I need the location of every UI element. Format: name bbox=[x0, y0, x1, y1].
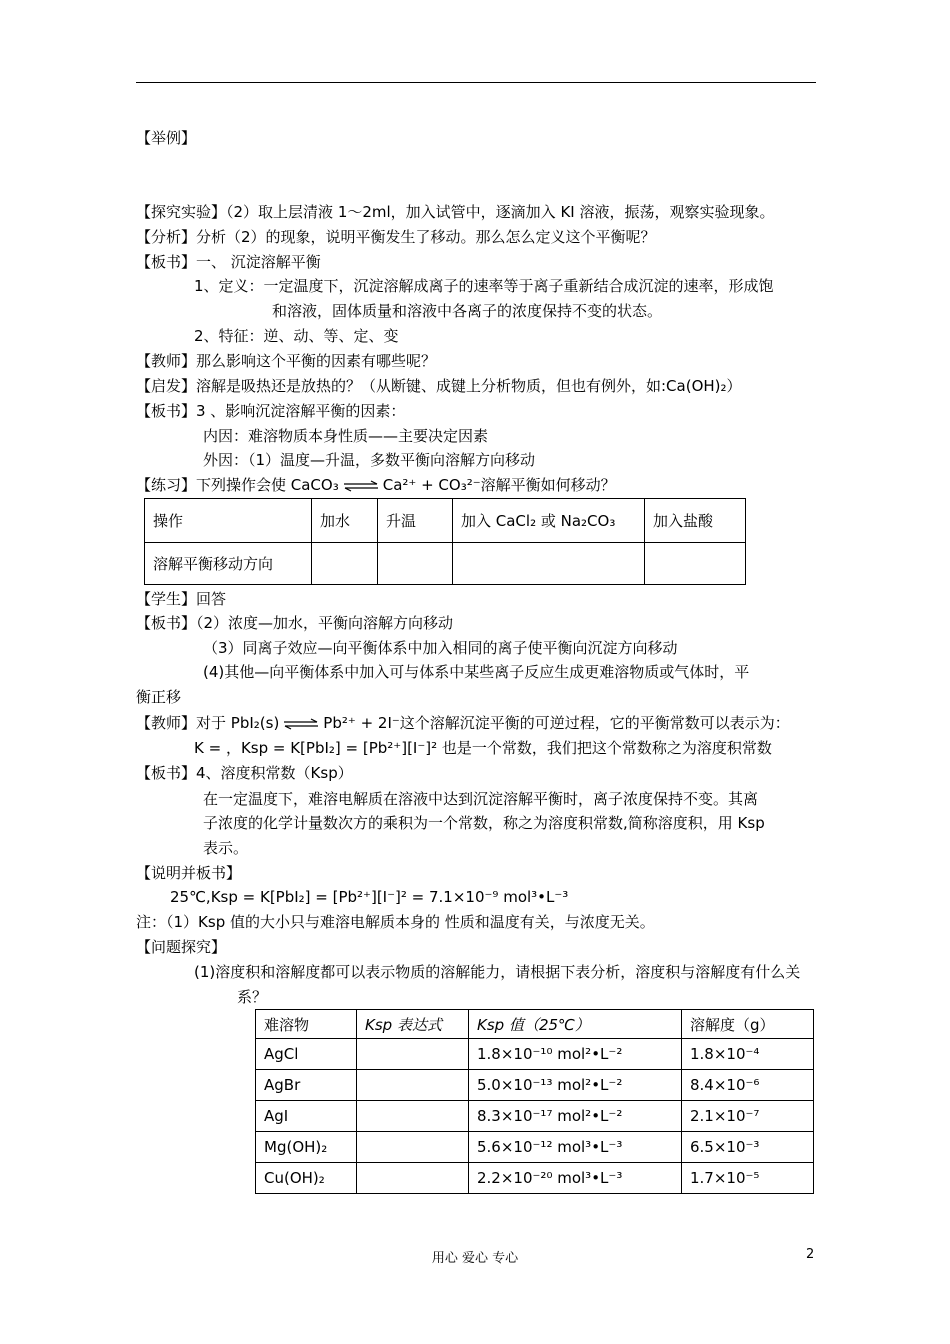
operations-table bbox=[144, 498, 746, 585]
para-question-1-cont: 系？ bbox=[237, 988, 268, 1006]
table-cell: 加入盐酸 bbox=[645, 499, 746, 543]
table-row bbox=[145, 543, 746, 585]
para-k-expression: K = ，Ksp = K[PbI₂] = [Pb²⁺][I⁻]² 也是一个常数，我们把这个常数称之为溶度积常数 bbox=[194, 739, 772, 757]
table-row bbox=[256, 1039, 814, 1070]
table-cell: 5.6×10⁻¹² mol³•L⁻³ bbox=[469, 1132, 682, 1163]
table-row bbox=[256, 1132, 814, 1163]
table-cell: 溶解平衡移动方向 bbox=[145, 543, 312, 585]
table-cell: 2.2×10⁻²⁰ mol³•L⁻³ bbox=[469, 1163, 682, 1194]
para-student: 【学生】回答 bbox=[136, 590, 227, 608]
table-cell bbox=[312, 543, 378, 585]
table-cell: 溶解度（g） bbox=[682, 1010, 814, 1039]
table-cell bbox=[378, 543, 453, 585]
table-row bbox=[256, 1010, 814, 1039]
table-cell: 加水 bbox=[312, 499, 378, 543]
table-row bbox=[256, 1163, 814, 1194]
table-cell bbox=[357, 1132, 469, 1163]
table-row bbox=[256, 1101, 814, 1132]
table-cell: Cu(OH)₂ bbox=[256, 1163, 357, 1194]
para-definition-cont: 和溶液，固体质量和溶液中各离子的浓度保持不变的状态。 bbox=[272, 302, 663, 320]
pbi2-right: Pb²⁺ + 2I⁻这个溶解沉淀平衡的可逆过程，它的平衡常数可以表示为： bbox=[323, 714, 790, 732]
para-other: (4)其他—向平衡体系中加入可与体系中某些离子反应生成更难溶物质或气体时，平 bbox=[203, 663, 750, 681]
table-cell: 加入 CaCl₂ 或 Na₂CO₃ bbox=[453, 499, 645, 543]
table-cell: Ksp 表达式 bbox=[357, 1010, 469, 1039]
practice-right: Ca²⁺ + CO₃²⁻溶解平衡如何移动？ bbox=[382, 476, 616, 494]
para-common-ion: （3）同离子效应—向平衡体系中加入相同的离子使平衡向沉淀方向移动 bbox=[203, 639, 678, 657]
page-number: 2 bbox=[806, 1247, 815, 1262]
para-teacher-pbi2 bbox=[136, 713, 790, 733]
para-board-3: 【板书】3 、影响沉淀溶解平衡的因素： bbox=[136, 402, 406, 420]
para-analysis: 【分析】分析（2）的现象，说明平衡发生了移动。那么怎么定义这个平衡呢？ bbox=[136, 228, 656, 246]
table-cell bbox=[357, 1101, 469, 1132]
para-teacher: 【教师】那么影响这个平衡的因素有哪些呢？ bbox=[136, 352, 437, 370]
para-board-4: 【板书】4、溶度积常数（Ksp） bbox=[136, 764, 353, 782]
para-ksp-def-2: 子浓度的化学计量数次方的乘积为一个常数，称之为溶度积常数,简称溶度积，用 Ksp bbox=[203, 814, 765, 832]
table-cell: 2.1×10⁻⁷ bbox=[682, 1101, 814, 1132]
table-cell bbox=[357, 1070, 469, 1101]
para-explain: 【说明并板书】 bbox=[136, 864, 242, 882]
table-cell bbox=[453, 543, 645, 585]
table-cell bbox=[645, 543, 746, 585]
para-practice bbox=[136, 475, 616, 495]
table-cell: 1.8×10⁻⁴ bbox=[682, 1039, 814, 1070]
table-row bbox=[145, 499, 746, 543]
para-question-1: (1)溶度积和溶解度都可以表示物质的溶解能力，请根据下表分析，溶度积与溶解度有什么关 bbox=[194, 963, 801, 981]
page-footer: 用心 爱心 专心 bbox=[431, 1251, 519, 1266]
table-cell: 操作 bbox=[145, 499, 312, 543]
table-cell: Ksp 值（25℃） bbox=[469, 1010, 682, 1039]
para-features: 2、特征：逆、动、等、定、变 bbox=[194, 327, 399, 345]
para-ksp-def-1: 在一定温度下，难溶电解质在溶液中达到沉淀溶解平衡时，离子浓度保持不变。其离 bbox=[203, 790, 759, 808]
para-note: 注：（1）Ksp 值的大小只与难溶电解质本身的 性质和温度有关，与浓度无关。 bbox=[136, 913, 655, 931]
para-definition: 1、定义：一定温度下，沉淀溶解成离子的速率等于离子重新结合成沉淀的速率，形成饱 bbox=[194, 277, 774, 295]
table-cell: 8.4×10⁻⁶ bbox=[682, 1070, 814, 1101]
table-cell: 1.8×10⁻¹⁰ mol²•L⁻² bbox=[469, 1039, 682, 1070]
table-cell: AgBr bbox=[256, 1070, 357, 1101]
table-cell: AgCl bbox=[256, 1039, 357, 1070]
para-ksp-def-3: 表示。 bbox=[203, 839, 249, 857]
para-experiment: 【探究实验】（2）取上层清液 1～2ml，加入试管中，逐滴加入 KI 溶液，振荡，观察实验现象。 bbox=[136, 203, 775, 221]
para-internal: 内因：难溶物质本身性质——主要决定因素 bbox=[203, 427, 489, 445]
para-question: 【问题探究】 bbox=[136, 938, 227, 956]
pbi2-left: 【教师】对于 PbI₂(s) bbox=[136, 714, 280, 732]
para-external: 外因：（1）温度—升温，多数平衡向溶解方向移动 bbox=[203, 451, 536, 469]
para-inspire: 【启发】溶解是吸热还是放热的？（从断键、成键上分析物质，但也有例外，如:Ca(OH)₂） bbox=[136, 377, 742, 395]
header-rule bbox=[136, 82, 816, 83]
practice-left: 【练习】下列操作会使 CaCO₃ bbox=[136, 476, 339, 494]
equilibrium-arrow-icon bbox=[283, 718, 319, 730]
table-row bbox=[256, 1070, 814, 1101]
table-cell bbox=[357, 1163, 469, 1194]
table-cell: 5.0×10⁻¹³ mol²•L⁻² bbox=[469, 1070, 682, 1101]
para-other-cont: 衡正移 bbox=[136, 688, 182, 706]
table-cell: Mg(OH)₂ bbox=[256, 1132, 357, 1163]
table-cell bbox=[357, 1039, 469, 1070]
heading-example: 【举例】 bbox=[136, 129, 197, 147]
para-concentration: 【板书】（2）浓度—加水，平衡向溶解方向移动 bbox=[136, 614, 454, 632]
table-cell: AgI bbox=[256, 1101, 357, 1132]
table-cell: 8.3×10⁻¹⁷ mol²•L⁻² bbox=[469, 1101, 682, 1132]
table-cell: 6.5×10⁻³ bbox=[682, 1132, 814, 1163]
table-cell: 1.7×10⁻⁵ bbox=[682, 1163, 814, 1194]
table-cell: 升温 bbox=[378, 499, 453, 543]
para-board-1: 【板书】一、 沉淀溶解平衡 bbox=[136, 253, 321, 271]
equilibrium-arrow-icon bbox=[343, 480, 379, 492]
ksp-table bbox=[255, 1009, 814, 1194]
para-ksp-value: 25℃,Ksp = K[PbI₂] = [Pb²⁺][I⁻]² = 7.1×10⁻⁹ mol³•L⁻³ bbox=[170, 888, 569, 906]
table-cell: 难溶物 bbox=[256, 1010, 357, 1039]
